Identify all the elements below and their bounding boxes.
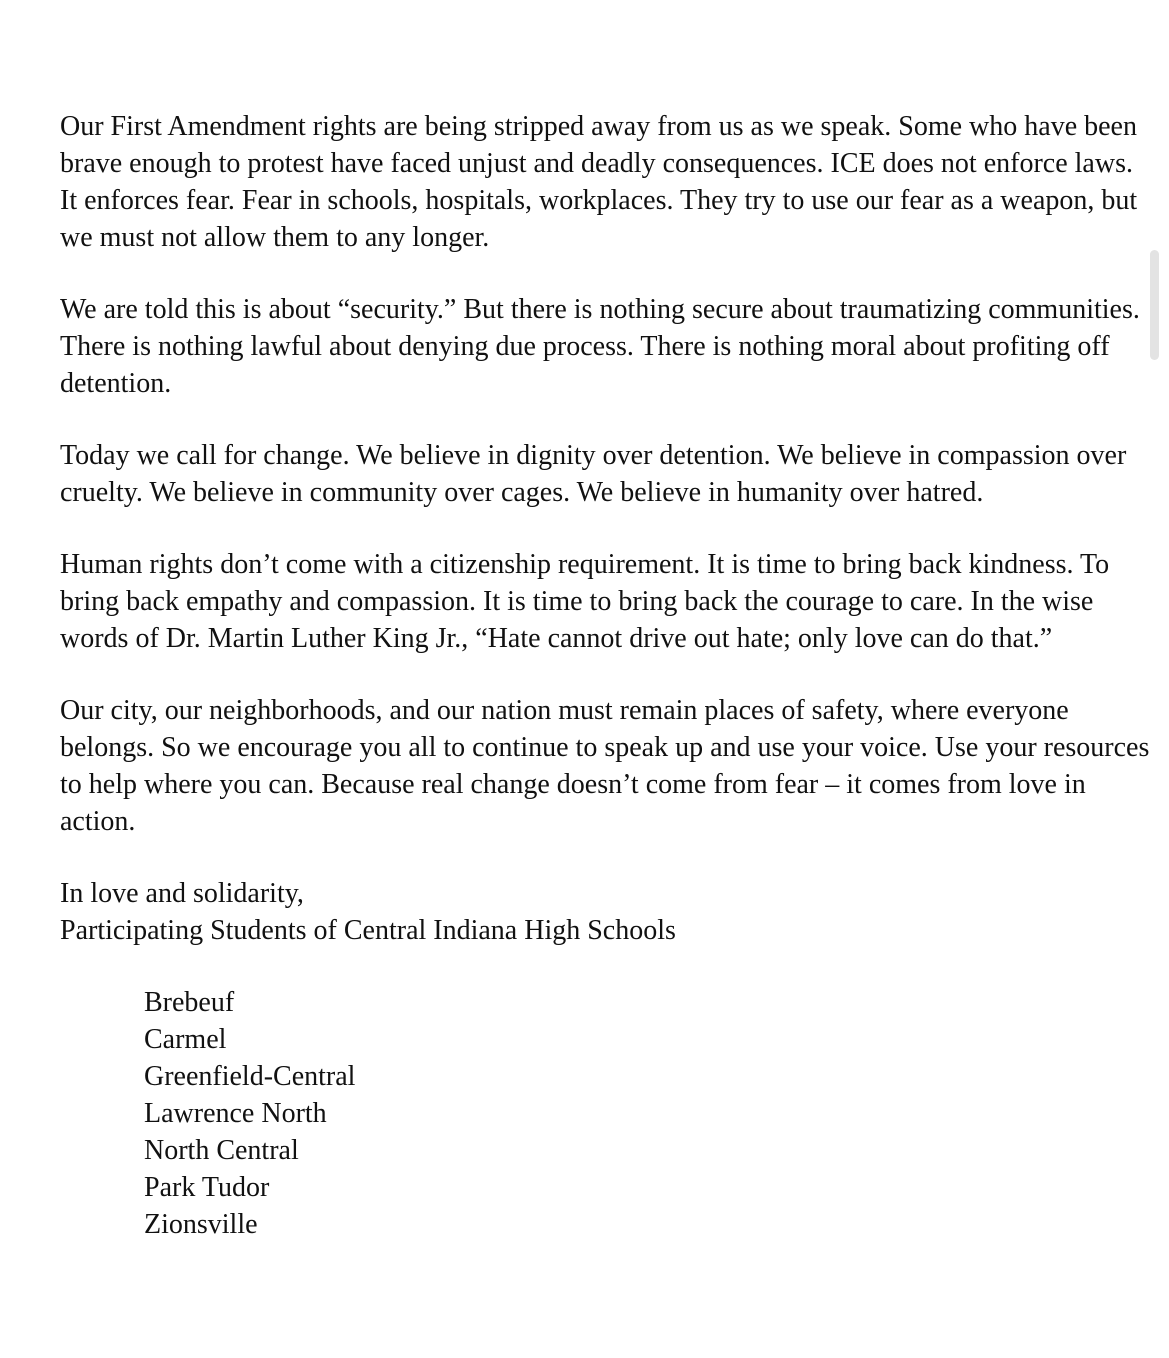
text-line: Human rights don’t come with a citizenship requirement. It is time to bring back kindness. To [60,549,1110,580]
text-line: Our city, our neighborhoods, and our nation must remain places of safety, where everyone [60,695,1069,726]
text-line: Today we call for change. We believe in dignity over detention. We believe in compassion over [60,440,1127,471]
closing-salutation: In love and solidarity, [60,878,304,909]
paragraph-our-city [60,692,1150,840]
text-line: brave enough to protest have faced unjust and deadly consequences. ICE does not enforce laws. [60,148,1133,179]
text-line: We are told this is about “security.” But there is nothing secure about traumatizing communities. [60,294,1140,325]
text-line: belongs. So we encourage you all to continue to speak up and use your voice. Use your resources [60,732,1150,763]
paragraph-call-for-change [60,437,1129,511]
text-line: detention. [60,368,172,399]
school-list-item: Brebeuf [144,987,235,1018]
letter-body [60,108,1150,1243]
text-line: to help where you can. Because real change doesn’t come from fear – it comes from love in [60,769,1086,800]
school-list-item: Greenfield-Central [144,1061,356,1092]
text-line: action. [60,806,136,837]
text-line: we must not allow them to any longer. [60,222,490,253]
text-line: It enforces fear. Fear in schools, hospitals, workplaces. They try to use our fear as a weapon, but [60,185,1138,216]
text-line: Our First Amendment rights are being stripped away from us as we speak. Some who have been [60,111,1137,142]
closing-signature: Participating Students of Central Indiana High Schools [60,915,676,946]
school-list-item: Park Tudor [144,1172,270,1203]
text-line: words of Dr. Martin Luther King Jr., “Hate cannot drive out hate; only love can do that.” [60,623,1053,654]
school-list-item: Carmel [144,1024,227,1055]
paragraph-first-amendment [60,108,1138,256]
scrollbar-thumb[interactable] [1150,250,1159,360]
paragraph-human-rights [60,546,1129,657]
schools-list [60,984,1129,1243]
paragraph-security [60,291,1140,402]
school-list-item: North Central [144,1135,299,1166]
text-line: bring back empathy and compassion. It is time to bring back the courage to care. In the wise [60,586,1094,617]
school-list-item: Zionsville [144,1209,258,1240]
text-line: cruelty. We believe in community over cages. We believe in humanity over hatred. [60,477,984,508]
closing-block [60,875,1129,949]
school-list-item: Lawrence North [144,1098,327,1129]
text-line: There is nothing lawful about denying due process. There is nothing moral about profiting off [60,331,1110,362]
